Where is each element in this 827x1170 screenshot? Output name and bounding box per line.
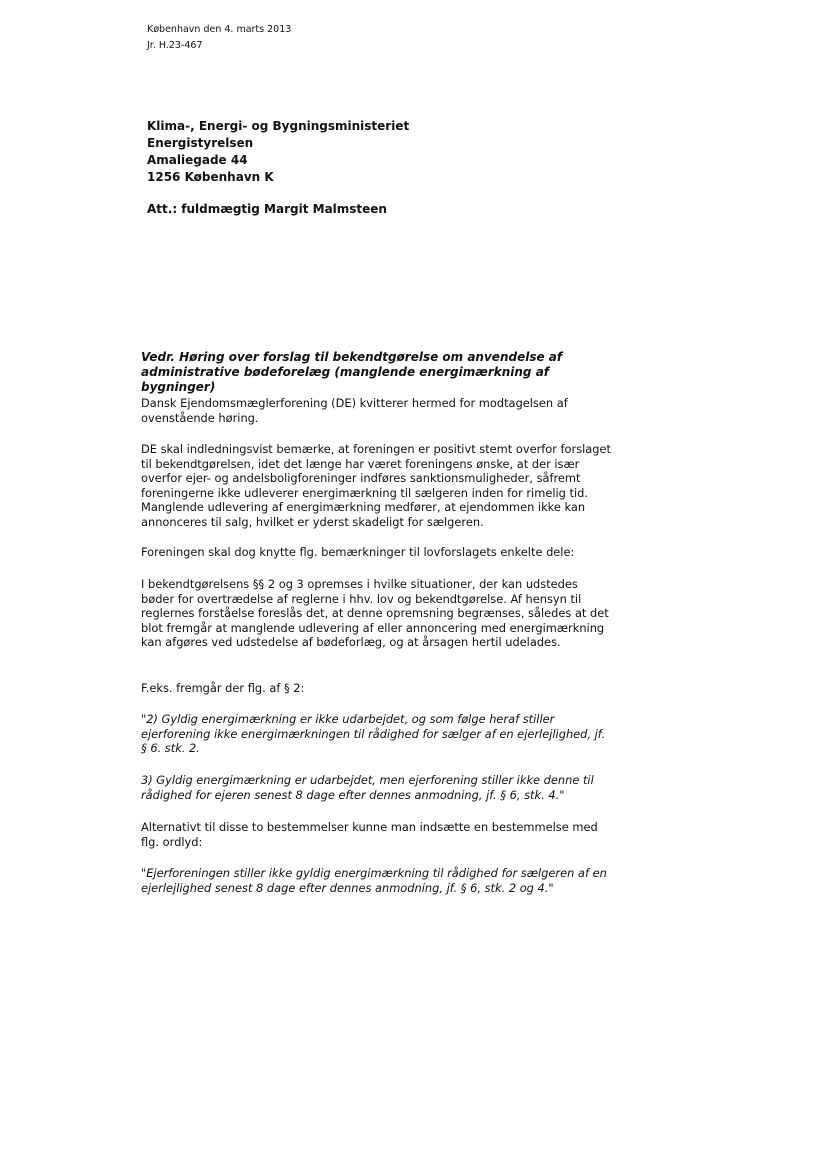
paragraph-sections-2-3: I bekendtgørelsens §§ 2 og 3 opremses i hvilke situationer, der kan udstedes bøder for overtrædelse af reglerne i hhv. lov og bekendtgørelse. Af hensyn til reglernes forståelse foreslås det, at denne opremsning begrænses, således at det blot fremgår at manglende udlevering af eller annoncering med energimærkning kan afgøres ved udstedelse af bødeforlæg, og at årsagen hertil udelades. <box>141 577 609 650</box>
reference-line: Jr. H.23-467 <box>147 40 203 51</box>
paragraph-example-intro: F.eks. fremgår der flg. af § 2: <box>141 681 305 695</box>
paragraph-alternative: Alternativt til disse to bestemmelser kunne man indsætte en bestemmelse med flg. ordlyd: <box>141 820 598 849</box>
recipient-street: Amaliegade 44 <box>147 153 248 167</box>
paragraph-acknowledgement: Dansk Ejendomsmæglerforening (DE) kvitterer hermed for modtagelsen af ovenstående høring. <box>141 396 568 425</box>
attention-line: Att.: fuldmægtig Margit Malmsteen <box>147 202 387 216</box>
paragraph-remarks-intro: Foreningen skal dog knytte flg. bemærkninger til lovforslagets enkelte dele: <box>141 545 575 559</box>
subject-heading: Vedr. Høring over forslag til bekendtgørelse om anvendelse af administrative bødeforelæg (manglende energimærkning af bygninger) <box>141 350 563 394</box>
quote-proposed-wording: "Ejerforeningen stiller ikke gyldig energimærkning til rådighed for sælgeren af en ejerlejlighed senest 8 dage efter dennes anmodning, jf. § 6, stk. 2 og 4." <box>141 866 607 895</box>
recipient-address <box>147 118 409 186</box>
recipient-city: 1256 København K <box>147 170 274 184</box>
quote-item-2: "2) Gyldig energimærkning er ikke udarbejdet, og som følge heraf stiller ejerforening ikke energimærkningen til rådighed for sælger af en ejerlejlighed, jf. § 6. stk. 2. <box>141 712 606 756</box>
date-line: København den 4. marts 2013 <box>147 24 292 35</box>
quote-item-3: 3) Gyldig energimærkning er udarbejdet, men ejerforening stiller ikke denne til rådighed for ejeren senest 8 dage efter dennes anmodning, jf. § 6, stk. 4." <box>141 773 594 802</box>
paragraph-introduction: DE skal indledningsvist bemærke, at foreningen er positivt stemt overfor forslaget til bekendtgørelsen, idet det længe har været foreningens ønske, at der især overfor ejer- og andelsboligforeninger indføres sanktionsmuligheder, såfremt foreningerne ikke udleverer energimærkning til sælgeren inden for rimelig tid. Manglende udlevering af energimærkning medfører, at ejendommen ikke kan annonceres til salg, hvilket er yderst skadeligt for sælgeren. <box>141 442 611 529</box>
recipient-agency: Energistyrelsen <box>147 136 254 150</box>
recipient-ministry: Klima-, Energi- og Bygningsministeriet <box>147 119 410 133</box>
letter-header <box>147 22 291 54</box>
